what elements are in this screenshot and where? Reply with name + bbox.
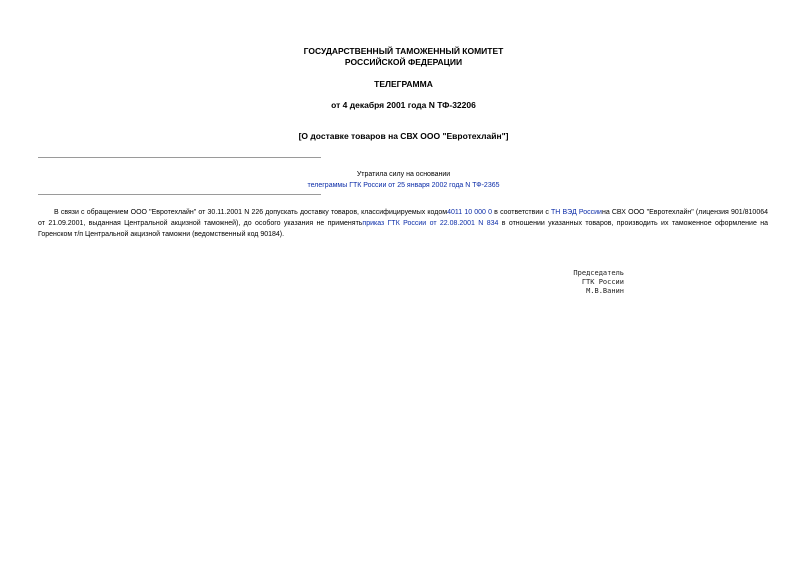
document-subject: [О доставке товаров на СВХ ООО "Евротехлайн"] bbox=[298, 131, 509, 141]
divider-top bbox=[38, 157, 321, 158]
signature-block bbox=[540, 269, 624, 296]
signatory-name: М.В.Ванин bbox=[586, 287, 624, 295]
lost-force-reference bbox=[0, 180, 807, 192]
document-date: от 4 декабря 2001 года N ТФ-32206 bbox=[331, 100, 476, 110]
order-link[interactable]: приказ ГТК России от 22.08.2001 N 834 bbox=[362, 220, 499, 227]
divider-bottom bbox=[38, 194, 321, 195]
signatory-position: Председатель bbox=[573, 269, 624, 277]
body-text-part-1: В связи с обращением ООО "Евротехлайн" от 30.11.2001 N 226 допускать доставку товаров, классифицируемых кодом bbox=[54, 209, 448, 216]
document-type: ТЕЛЕГРАММА bbox=[374, 79, 433, 89]
issuer-line-2: РОССИЙСКОЙ ФЕДЕРАЦИИ bbox=[344, 57, 463, 67]
commodity-code-link[interactable]: 4011 10 000 0 bbox=[447, 209, 493, 216]
issuer-line-1: ГОСУДАРСТВЕННЫЙ ТАМОЖЕННЫЙ КОМИТЕТ bbox=[303, 46, 504, 56]
body-paragraph bbox=[38, 207, 768, 240]
document-body bbox=[38, 207, 768, 240]
issuer-block bbox=[0, 46, 807, 68]
lost-force-label: Утратила силу на основании bbox=[356, 171, 451, 178]
body-text-part-4: в отношении указанных товаров, производить их таможенное оформление на Горенском т/п Центральной акцизной таможни (ведомственный код 90184). bbox=[38, 220, 768, 238]
body-text-part-2: в соответствии с bbox=[492, 209, 551, 216]
body-text-part-3: на СВХ ООО "Евротехлайн" (лицензия 901/810064 от 21.09.2001, выданная Центральной акцизной таможней), до особого указания не применять bbox=[38, 209, 768, 227]
tnved-link[interactable]: ТН ВЭД России bbox=[551, 209, 602, 216]
signatory-org: ГТК России bbox=[581, 278, 624, 286]
lost-force-link[interactable]: телеграммы ГТК России от 25 января 2002 года N ТФ-2365 bbox=[307, 182, 500, 189]
